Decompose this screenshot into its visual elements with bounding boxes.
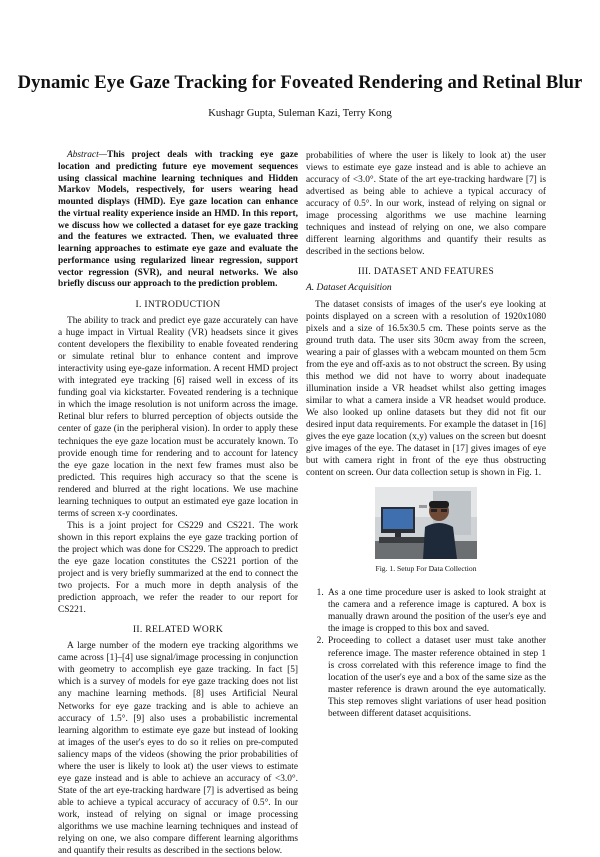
procedure-list [306, 587, 546, 720]
intro-paragraph-1: The ability to track and predict eye gaze accurately can have a huge impact in Virtual Reality (VR) headsets since it gives content developers the flexibility to enable foveated rendering or simulate retinal blur to enhance content and improve interactivity using eye-gaze information. A recent HMD project with integrated eye tracking [6] raised well in excess of its funding goal via kickstarter. Foveated rendering is a technique in which the image resolution is not uniform across the image. Retinal blur refers to blurred perception of objects outside the center of gaze (in the peripheral vision). In order to apply these techniques the eye gaze location must be accurately known. To provide enough time for rendering and to account for latency the eye gaze location in the next few frames must also be predicted. This requires high accuracy so that the scene is rendered and blurred at the right locations. We use machine learning techniques to output an estimated eye gaze location in terms of screen x-y coordinates. [58, 316, 298, 519]
right-column [306, 150, 546, 720]
intro-heading: I. INTRODUCTION [135, 299, 221, 310]
intro-paragraph-2: This is a joint project for CS229 and CS221. The work shown in this report explains the eye gaze tracking portion of the project which was done for CS229. The approach to predict the eye gaze location constitutes the CS221 portion of the project and is very briefly summarized at the end to connect the two projects. For a much more in depth analysis of the prediction approach, we refer the reader to our report for CS221. [58, 520, 298, 616]
setup-photo [375, 487, 477, 559]
paper-authors: Kushagr Gupta, Suleman Kazi, Terry Kong [208, 108, 392, 119]
dataset-acquisition-heading: A. Dataset Acquisition [306, 283, 392, 294]
abstract: Abstract—This project deals with tracking eye gaze location and predicting future eye movement sequences using classical machine learning techniques and Hidden Markov Models, respectively, for users wearing head mounted displays (HMD). Eye gaze location can enhance the virtual reality experience inside an HMD. In this report, we discuss how we collected a dataset for eye gaze tracking and the features we extracted. Then, we evaluated three learning approaches to estimate eye gaze and evaluate the performance using regularized linear regression, support vector regression (SVR), and neural networks. We also briefly discuss our approach to the prediction problem. [58, 150, 298, 290]
list-item: 1. As a one time procedure user is asked to look straight at the camera and a reference image is captured. A box is manually drawn around the position of the user's eye and the image is cropped to this box and saved. [326, 587, 546, 635]
list-item: 2. Proceeding to collect a dataset user must take another reference image. The master reference obtained in step 1 is cross correlated with this reference image to find the location of the user's eye and a box of the same size as the master reference is drawn around the eye automatically. This step removes slight variations of user head position between different dataset acquisitions. [326, 635, 546, 719]
related-work-paragraph-1: A large number of the modern eye tracking algorithms we came across [1]–[4] use signal/image processing in conjunction with geometry to accomplish eye gaze tracking. In fact [5] which is a survey of models for eye gaze tracking does not list any machine learning methods. [8] uses Artificial Neural Networks for eye gaze tracking and is able to achieve an accuracy of 1.5°. [9] also uses a probabilistic incremental learning algorithm to estimate eye gaze but instead of looking at images of the user's eyes to do so it relies on pre-computed saliency maps of the videos (showing the prior probabilities of where the user is likely to look at) the user views to estimate eye gaze instead and is able to achieve an accuracy of <3.0°. State of the art eye-tracking hardware [7] is advertised as being able to achieve a typical accuracy of accuracy of 0.5°. In our work, instead of relying on signal or image processing algorithms we use machine learning techniques and instead of relying on one, we also compare different learning algorithms and quantify their results as described in the sections below. [58, 641, 298, 857]
paper-title: Dynamic Eye Gaze Tracking for Foveated Rendering and Retinal Blur [17, 72, 583, 93]
setup-photo-image [375, 487, 477, 559]
related-work-continued: probabilities of where the user is likely to look at) the user views to estimate eye gaze instead and is able to achieve an accuracy of <3.0°. State of the art eye-tracking hardware [7] is advertised as being able to achieve a typical accuracy of accuracy of 0.5°. In our work, instead of relying on signal or image processing algorithms we use machine learning techniques and instead of relying on one, we also compare different learning algorithms and quantify their results as described in the sections below. [306, 151, 546, 258]
left-column [58, 150, 298, 857]
dataset-heading: III. DATASET AND FEATURES [357, 266, 495, 278]
abstract-text: This project deals with tracking eye gaze location and predicting future eye movement sequences using classical machine learning techniques and Hidden Markov Models, respectively, for users wearing head mounted displays (HMD). Eye gaze location can enhance the virtual reality experience inside an HMD. In this report, we discuss how we collected a dataset for eye gaze tracking and the features we extracted. Then, we evaluated three learning approaches to estimate eye gaze and evaluate the performance using regularized linear regression, support vector regression (SVR), and neural networks. We also briefly discuss our approach to the prediction problem. [58, 150, 298, 290]
figure-caption: Fig. 1. Setup For Data Collection [375, 564, 477, 574]
dataset-acquisition-paragraph: The dataset consists of images of the user's eye looking at points displayed on a screen with a resolution of 1920x1080 pixels and a size of 16.5x30.5 cm. These points serve as the ground truth data. The user sits 30cm away from the screen, wearing a pair of glasses with a webcam mounted on them 5cm from the eye and off-axis as to not obstruct the screen. By using this method we did not have to worry about inadequate illumination inside a VR headset whilst also getting images similar to what a camera inside a VR headset would produce. We also looked up online datasets but they did not fit our desired input data requirements. For example the dataset in [16] gives the eye gaze location (x,y) values on the screen but doesnt give images of the eye. The dataset in [17] gives images of eye but with camera right in front of the eye thus obstructing content on screen. Our data collection setup is shown in Fig. 1. [306, 299, 546, 479]
abstract-lead: Abstract [67, 150, 99, 160]
related-work-heading: II. RELATED WORK [132, 624, 224, 636]
